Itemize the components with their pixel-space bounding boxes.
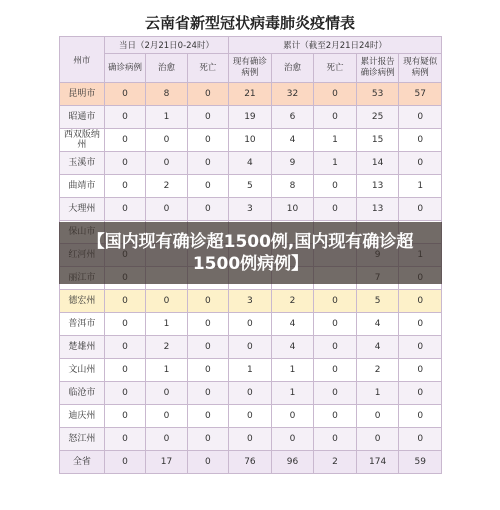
- cell-value: 15: [356, 129, 399, 152]
- cell-value: 8: [146, 83, 187, 106]
- cell-value: 4: [271, 313, 314, 336]
- cell-value: 0: [104, 382, 145, 405]
- cell-value: 0: [314, 405, 357, 428]
- cell-value: 2: [146, 336, 187, 359]
- cell-value: 2: [146, 175, 187, 198]
- cell-value: 0: [187, 451, 228, 474]
- cell-value: 4: [356, 336, 399, 359]
- table-row: [60, 290, 442, 313]
- cell-value: 0: [104, 129, 145, 152]
- cell-value: 0: [187, 129, 228, 152]
- table-row: [60, 428, 442, 451]
- cell-city: 楚雄州: [60, 336, 105, 359]
- cell-value: 4: [271, 129, 314, 152]
- cell-value: 5: [229, 175, 272, 198]
- cell-value: 0: [399, 405, 442, 428]
- header-today-confirmed: 确诊病例: [104, 54, 145, 83]
- cell-value: 0: [314, 428, 357, 451]
- cell-value: 1: [146, 106, 187, 129]
- cell-value: 174: [356, 451, 399, 474]
- cell-value: 0: [314, 359, 357, 382]
- cell-value: 0: [104, 405, 145, 428]
- cell-value: 0: [229, 313, 272, 336]
- cell-value: 96: [271, 451, 314, 474]
- header-today: 当日（2月21日0-24时）: [104, 37, 228, 54]
- cell-value: 0: [314, 336, 357, 359]
- cell-value: 0: [104, 336, 145, 359]
- cell-value: 4: [271, 336, 314, 359]
- cell-value: 0: [187, 382, 228, 405]
- cell-value: 0: [146, 405, 187, 428]
- cell-value: 0: [187, 359, 228, 382]
- cell-value: 1: [229, 359, 272, 382]
- cell-value: 0: [187, 106, 228, 129]
- header-today-cured: 治愈: [146, 54, 187, 83]
- cell-city: 全省: [60, 451, 105, 474]
- cell-value: 0: [104, 106, 145, 129]
- cell-value: 57: [399, 83, 442, 106]
- headline-text: 【国内现有确诊超1500例,国内现有确诊超1500例病例】: [87, 232, 414, 274]
- cell-value: 4: [356, 313, 399, 336]
- table-row: [60, 152, 442, 175]
- cell-value: 0: [399, 106, 442, 129]
- cell-value: 0: [146, 152, 187, 175]
- cell-value: 0: [356, 428, 399, 451]
- cell-city: 德宏州: [60, 290, 105, 313]
- cell-value: 10: [271, 198, 314, 221]
- cell-value: 1: [356, 382, 399, 405]
- cell-value: 3: [229, 290, 272, 313]
- cell-value: 1: [271, 359, 314, 382]
- cell-value: 0: [104, 313, 145, 336]
- cell-value: 0: [104, 451, 145, 474]
- cell-value: 8: [271, 175, 314, 198]
- table-row: [60, 129, 442, 152]
- header-city: 州市: [60, 37, 105, 83]
- cell-value: 0: [187, 313, 228, 336]
- cell-value: 0: [187, 290, 228, 313]
- cell-value: 0: [314, 382, 357, 405]
- cell-value: 0: [229, 336, 272, 359]
- cell-value: 0: [399, 336, 442, 359]
- cell-value: 0: [399, 359, 442, 382]
- cell-city: 怒江州: [60, 428, 105, 451]
- header-cum-cured: 治愈: [271, 54, 314, 83]
- header-cum-current: 现有确诊病例: [229, 54, 272, 83]
- cell-value: 0: [104, 152, 145, 175]
- table-row: [60, 359, 442, 382]
- cell-value: 0: [399, 198, 442, 221]
- cell-value: 0: [187, 152, 228, 175]
- cell-value: 21: [229, 83, 272, 106]
- cell-value: 2: [271, 290, 314, 313]
- cell-city: 曲靖市: [60, 175, 105, 198]
- cell-value: 0: [146, 290, 187, 313]
- cell-value: 17: [146, 451, 187, 474]
- table-row: [60, 106, 442, 129]
- cell-value: 1: [146, 359, 187, 382]
- cell-value: 0: [146, 129, 187, 152]
- cell-value: 0: [104, 175, 145, 198]
- header-today-death: 死亡: [187, 54, 228, 83]
- cell-city: 临沧市: [60, 382, 105, 405]
- cell-city: 玉溪市: [60, 152, 105, 175]
- cell-value: 0: [271, 405, 314, 428]
- cell-value: 0: [399, 290, 442, 313]
- cell-value: 0: [399, 428, 442, 451]
- cell-city: 西双版纳州: [60, 129, 105, 152]
- cell-city: 迪庆州: [60, 405, 105, 428]
- cell-value: 53: [356, 83, 399, 106]
- cell-value: 0: [104, 359, 145, 382]
- cell-value: 1: [399, 175, 442, 198]
- cell-value: 0: [399, 129, 442, 152]
- table-row: [60, 336, 442, 359]
- table-row: [60, 313, 442, 336]
- cell-value: 0: [356, 405, 399, 428]
- cell-value: 0: [187, 428, 228, 451]
- cell-city: 文山州: [60, 359, 105, 382]
- cell-value: 5: [356, 290, 399, 313]
- cell-value: 0: [314, 313, 357, 336]
- cell-value: 0: [229, 428, 272, 451]
- cell-city: 昭通市: [60, 106, 105, 129]
- cell-city: 大理州: [60, 198, 105, 221]
- cell-value: 0: [187, 175, 228, 198]
- cell-value: 1: [146, 313, 187, 336]
- cell-value: 0: [146, 198, 187, 221]
- cell-value: 19: [229, 106, 272, 129]
- cell-value: 13: [356, 175, 399, 198]
- cell-value: 32: [271, 83, 314, 106]
- cell-value: 6: [271, 106, 314, 129]
- cell-value: 1: [314, 152, 357, 175]
- headline-overlay: [59, 222, 442, 284]
- cell-value: 14: [356, 152, 399, 175]
- cell-value: 0: [399, 152, 442, 175]
- table-row: [60, 175, 442, 198]
- cell-value: 9: [271, 152, 314, 175]
- cell-value: 0: [229, 405, 272, 428]
- cell-city: 普洱市: [60, 313, 105, 336]
- cell-value: 0: [104, 290, 145, 313]
- cell-value: 0: [314, 106, 357, 129]
- cell-value: 0: [314, 198, 357, 221]
- cell-value: 2: [356, 359, 399, 382]
- header-cum-total: 累计报告确诊病例: [356, 54, 399, 83]
- cell-value: 3: [229, 198, 272, 221]
- cell-value: 1: [271, 382, 314, 405]
- cell-value: 0: [314, 175, 357, 198]
- cell-value: 2: [314, 451, 357, 474]
- cell-city: 昆明市: [60, 83, 105, 106]
- cell-value: 76: [229, 451, 272, 474]
- cell-value: 0: [104, 198, 145, 221]
- cell-value: 0: [146, 428, 187, 451]
- cell-value: 0: [187, 198, 228, 221]
- cell-value: 13: [356, 198, 399, 221]
- table-row: [60, 382, 442, 405]
- cell-value: 1: [314, 129, 357, 152]
- cell-value: 10: [229, 129, 272, 152]
- cell-value: 0: [399, 382, 442, 405]
- cell-value: 0: [104, 428, 145, 451]
- table-row: [60, 405, 442, 428]
- header-cum-suspected: 现有疑似病例: [399, 54, 442, 83]
- cell-value: 0: [104, 83, 145, 106]
- cell-value: 0: [271, 428, 314, 451]
- header-cumulative: 累计（截至2月21日24时）: [229, 37, 442, 54]
- table-row: [60, 198, 442, 221]
- table-row-total: [60, 451, 442, 474]
- cell-value: 25: [356, 106, 399, 129]
- cell-value: 4: [229, 152, 272, 175]
- table-title: 云南省新型冠状病毒肺炎疫情表: [144, 14, 355, 32]
- cell-value: 0: [187, 405, 228, 428]
- cell-value: 0: [187, 83, 228, 106]
- cell-value: 0: [399, 313, 442, 336]
- cell-value: 0: [229, 382, 272, 405]
- cell-value: 0: [314, 83, 357, 106]
- header-cum-death: 死亡: [314, 54, 357, 83]
- cell-value: 0: [187, 336, 228, 359]
- cell-value: 0: [314, 290, 357, 313]
- table-row: [60, 83, 442, 106]
- cell-value: 59: [399, 451, 442, 474]
- cell-value: 0: [146, 382, 187, 405]
